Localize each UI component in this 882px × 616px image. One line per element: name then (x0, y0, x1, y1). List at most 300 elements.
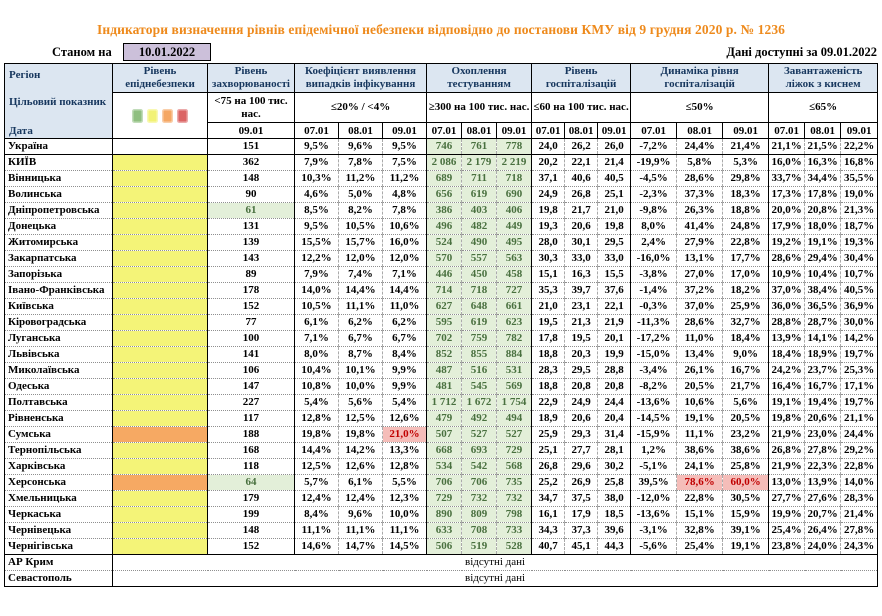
value-cell: 10,4% (805, 267, 841, 283)
value-cell: 27,6% (805, 491, 841, 507)
value-cell: 711 (462, 171, 497, 187)
value-cell: 17,3% (769, 187, 805, 203)
value-cell: 4,8% (383, 187, 427, 203)
incidence-cell: 147 (208, 379, 295, 395)
value-cell: 15,1 (532, 267, 565, 283)
value-cell: 9,6% (339, 507, 383, 523)
value-cell: 19,1% (805, 235, 841, 251)
region-cell: Херсонська (5, 475, 113, 491)
value-cell: 36,5% (805, 299, 841, 315)
value-cell: 29,4% (805, 251, 841, 267)
epidemic-level-cell (113, 523, 208, 539)
value-cell: 34,7 (532, 491, 565, 507)
value-cell: 11,1% (677, 427, 723, 443)
incidence-cell: 188 (208, 427, 295, 443)
value-cell: 11,2% (339, 171, 383, 187)
value-cell: 16,3 (565, 267, 598, 283)
value-cell: 33,0 (598, 251, 631, 267)
value-cell: 14,0% (295, 283, 339, 299)
threshold-hospitalization: ≤60 на 100 тис. нас. (532, 93, 631, 123)
value-cell: 19,1% (677, 411, 723, 427)
incidence-cell: 178 (208, 283, 295, 299)
incidence-cell: 168 (208, 443, 295, 459)
value-cell: 8,2% (339, 203, 383, 219)
epidemic-level-cell (113, 475, 208, 491)
epidemic-level-cell (113, 491, 208, 507)
value-cell: 30,4% (841, 251, 878, 267)
indicators-table (4, 63, 878, 587)
value-cell: -17,2% (631, 331, 677, 347)
value-cell: 10,0% (383, 507, 427, 523)
value-cell: -1,4% (631, 283, 677, 299)
value-cell: 38,4% (805, 283, 841, 299)
value-cell: 534 (427, 459, 462, 475)
epidemic-level-cell (113, 187, 208, 203)
value-cell: 19,7% (841, 395, 878, 411)
value-cell: 6,2% (339, 315, 383, 331)
value-cell: 718 (497, 171, 532, 187)
region-cell: Черкаська (5, 507, 113, 523)
value-cell: 14,4% (383, 283, 427, 299)
table-row (5, 315, 878, 331)
table-row (5, 363, 878, 379)
value-cell: -3,8% (631, 267, 677, 283)
value-cell: 1 754 (497, 395, 532, 411)
table-body (5, 139, 878, 587)
value-cell: 668 (427, 443, 462, 459)
value-cell: 20,6 (565, 411, 598, 427)
value-cell: 557 (462, 251, 497, 267)
value-cell: 19,5 (532, 315, 565, 331)
value-cell: 27,8% (805, 443, 841, 459)
value-cell: 18,8 (532, 379, 565, 395)
value-cell: 9,5% (383, 139, 427, 155)
epidemic-level-legend (113, 93, 208, 139)
value-cell: 17,8% (805, 187, 841, 203)
value-cell: 15,9% (723, 507, 769, 523)
value-cell: 37,5 (565, 491, 598, 507)
value-cell: 18,0% (805, 219, 841, 235)
epidemic-level-cell (113, 315, 208, 331)
incidence-cell: 143 (208, 251, 295, 267)
value-cell: 13,9% (769, 331, 805, 347)
value-cell: 16,1 (532, 507, 565, 523)
value-cell: 12,4% (295, 491, 339, 507)
value-cell: 9,9% (383, 363, 427, 379)
incidence-cell: 152 (208, 539, 295, 555)
incidence-cell: 152 (208, 299, 295, 315)
value-cell: 516 (462, 363, 497, 379)
value-cell: 26,8 (565, 187, 598, 203)
value-cell: -15,9% (631, 427, 677, 443)
value-cell: 22,2% (841, 139, 878, 155)
value-cell: 619 (462, 315, 497, 331)
value-cell: 14,0% (841, 475, 878, 491)
value-cell: 24,1% (677, 459, 723, 475)
value-cell: 12,8% (295, 411, 339, 427)
value-cell: 28,3 (532, 363, 565, 379)
value-cell: 5,0% (339, 187, 383, 203)
date-cell: 08.01 (677, 123, 723, 139)
value-cell: 9,5% (295, 139, 339, 155)
value-cell: 36,9% (841, 299, 878, 315)
value-cell: -19,9% (631, 155, 677, 171)
value-cell: 5,4% (295, 395, 339, 411)
incidence-cell: 227 (208, 395, 295, 411)
value-cell: 884 (497, 347, 532, 363)
region-cell: Одеська (5, 379, 113, 395)
value-cell: 732 (497, 491, 532, 507)
value-cell: 12,0% (383, 251, 427, 267)
value-cell: 759 (462, 331, 497, 347)
value-cell: 29,5 (565, 363, 598, 379)
value-cell: 496 (427, 219, 462, 235)
value-cell: 40,7 (532, 539, 565, 555)
value-cell: 26,8 (532, 459, 565, 475)
incidence-cell: 106 (208, 363, 295, 379)
value-cell: 7,1% (383, 267, 427, 283)
epidemic-level-cell (113, 411, 208, 427)
value-cell: 36,0% (769, 299, 805, 315)
value-cell: 527 (462, 427, 497, 443)
value-cell: 7,9% (295, 155, 339, 171)
value-cell: 693 (462, 443, 497, 459)
threshold-testing: ≥300 на 100 тис. нас. (427, 93, 532, 123)
value-cell: 29,6 (565, 459, 598, 475)
value-cell: 10,4% (295, 363, 339, 379)
value-cell: 619 (462, 187, 497, 203)
value-cell: 746 (427, 139, 462, 155)
value-cell: 706 (462, 475, 497, 491)
value-cell: -12,0% (631, 491, 677, 507)
value-cell: 21,0% (383, 427, 427, 443)
value-cell: 19,9% (769, 507, 805, 523)
epidemic-level-cell (113, 347, 208, 363)
incidence-cell: 148 (208, 171, 295, 187)
value-cell: 809 (462, 507, 497, 523)
incidence-cell: 148 (208, 523, 295, 539)
value-cell: 26,2 (565, 139, 598, 155)
value-cell: 24,9 (532, 187, 565, 203)
value-cell: 1,2% (631, 443, 677, 459)
value-cell: 12,2% (295, 251, 339, 267)
table-row (5, 331, 878, 347)
value-cell: 27,8% (841, 523, 878, 539)
value-cell: 25,8 (598, 475, 631, 491)
value-cell: 735 (497, 475, 532, 491)
value-cell: 16,0% (769, 155, 805, 171)
value-cell: 690 (497, 187, 532, 203)
date-cell: 09.01 (598, 123, 631, 139)
region-cell: Чернівецька (5, 523, 113, 539)
region-cell: Рівненська (5, 411, 113, 427)
date-cell: 08.01 (339, 123, 383, 139)
value-cell: 26,8% (769, 443, 805, 459)
value-cell: 18,4% (723, 331, 769, 347)
value-cell: 15,5 (598, 267, 631, 283)
value-cell: -5,1% (631, 459, 677, 475)
value-cell: 24,4% (677, 139, 723, 155)
value-cell: 22,1 (598, 299, 631, 315)
table-row (5, 379, 878, 395)
date-cell: 09.01 (841, 123, 878, 139)
value-cell: 28,6% (677, 315, 723, 331)
value-cell: 4,6% (295, 187, 339, 203)
value-cell: 20,8% (805, 203, 841, 219)
col-header-epidemic-level: Рівень епіднебезпеки (113, 64, 208, 93)
value-cell: 20,3 (565, 347, 598, 363)
value-cell: 727 (497, 283, 532, 299)
incidence-cell: 131 (208, 219, 295, 235)
region-cell: Хмельницька (5, 491, 113, 507)
value-cell: 890 (427, 507, 462, 523)
value-cell: 19,8% (769, 411, 805, 427)
value-cell: 16,8% (841, 155, 878, 171)
value-cell: 13,9% (805, 475, 841, 491)
value-cell: 21,4% (841, 507, 878, 523)
value-cell: -8,2% (631, 379, 677, 395)
value-cell: 1 672 (462, 395, 497, 411)
region-cell: Львівська (5, 347, 113, 363)
value-cell: 37,0% (769, 283, 805, 299)
value-cell: 21,1% (841, 411, 878, 427)
value-cell: 21,5% (805, 139, 841, 155)
value-cell: 24,4 (598, 395, 631, 411)
value-cell: 19,2% (769, 235, 805, 251)
threshold-dynamics: ≤50% (631, 93, 769, 123)
value-cell: 39,1% (723, 523, 769, 539)
value-cell: 563 (497, 251, 532, 267)
value-cell: 11,0% (677, 331, 723, 347)
value-cell: 386 (427, 203, 462, 219)
value-cell: 20,5% (723, 411, 769, 427)
incidence-cell: 64 (208, 475, 295, 491)
value-cell: 24,9 (565, 395, 598, 411)
value-cell: 21,3 (565, 315, 598, 331)
value-cell: 8,4% (295, 507, 339, 523)
table-header (5, 64, 878, 139)
value-cell: 729 (427, 491, 462, 507)
value-cell: 2,4% (631, 235, 677, 251)
region-cell: Україна (5, 139, 113, 155)
value-cell: 25,3% (841, 363, 878, 379)
value-cell: 852 (427, 347, 462, 363)
incidence-cell: 117 (208, 411, 295, 427)
value-cell: 25,4% (677, 539, 723, 555)
col-header-incidence: Рівень захворюваності (208, 64, 295, 93)
value-cell: 17,7% (723, 251, 769, 267)
value-cell: 13,3% (383, 443, 427, 459)
value-cell: 17,8 (532, 331, 565, 347)
value-cell: 17,9% (769, 219, 805, 235)
value-cell: 30,3 (532, 251, 565, 267)
region-cell: Луганська (5, 331, 113, 347)
epidemic-level-cell (113, 219, 208, 235)
value-cell: 10,5% (339, 219, 383, 235)
document-title: Індикатори визначення рівнів епідемічної небезпеки відповідно до постанови КМУ від 9 грудня 2020 р. № 1236 (96, 22, 786, 37)
value-cell: 19,3% (841, 235, 878, 251)
value-cell: 33,7% (769, 171, 805, 187)
value-cell: 25,4% (769, 523, 805, 539)
value-cell: 718 (462, 283, 497, 299)
value-cell: 30,1 (565, 235, 598, 251)
value-cell: 689 (427, 171, 462, 187)
incidence-cell: 179 (208, 491, 295, 507)
value-cell: 406 (497, 203, 532, 219)
value-cell: 34,3 (532, 523, 565, 539)
table-row (5, 267, 878, 283)
region-cell: АР Крим (5, 555, 113, 571)
epidemic-level-cell (113, 235, 208, 251)
date-cell: 09.01 (723, 123, 769, 139)
value-cell: 28,8% (769, 315, 805, 331)
epidemic-level-cell (113, 155, 208, 171)
value-cell: 25,1 (598, 187, 631, 203)
value-cell: 23,0% (805, 427, 841, 443)
value-cell: 706 (427, 475, 462, 491)
value-cell: 1 712 (427, 395, 462, 411)
epidemic-level-cell (113, 459, 208, 475)
value-cell: 15,5% (295, 235, 339, 251)
value-cell: 9,9% (383, 379, 427, 395)
value-cell: 5,6% (339, 395, 383, 411)
value-cell: 531 (497, 363, 532, 379)
value-cell: -15,0% (631, 347, 677, 363)
value-cell: 45,1 (565, 539, 598, 555)
table-row (5, 139, 878, 155)
value-cell: 656 (427, 187, 462, 203)
value-cell: 25,1 (532, 443, 565, 459)
value-cell: 778 (497, 139, 532, 155)
value-cell: 27,7% (769, 491, 805, 507)
value-cell: 30,0% (841, 315, 878, 331)
threshold-oxygen-beds: ≤65% (769, 93, 878, 123)
value-cell: 10,6% (383, 219, 427, 235)
value-cell: 5,6% (723, 395, 769, 411)
value-cell: 41,4% (677, 219, 723, 235)
epidemic-level-cell (113, 299, 208, 315)
value-cell: 28,7% (805, 315, 841, 331)
incidence-cell: 151 (208, 139, 295, 155)
epidemic-level-cell (113, 379, 208, 395)
value-cell: 2 179 (462, 155, 497, 171)
value-cell: 24,2% (769, 363, 805, 379)
value-cell: 28,0 (532, 235, 565, 251)
value-cell: 450 (462, 267, 497, 283)
region-cell: Чернігівська (5, 539, 113, 555)
value-cell: 10,6% (677, 395, 723, 411)
value-cell: 24,4% (841, 427, 878, 443)
incidence-cell: 199 (208, 507, 295, 523)
value-cell: 7,4% (339, 267, 383, 283)
value-cell: 26,0 (598, 139, 631, 155)
value-cell: 7,5% (383, 155, 427, 171)
value-cell: 28,6% (769, 251, 805, 267)
value-cell: 479 (427, 411, 462, 427)
value-cell: 18,3% (723, 187, 769, 203)
value-cell: 11,1% (383, 523, 427, 539)
value-cell: 10,7% (841, 267, 878, 283)
value-cell: 8,0% (631, 219, 677, 235)
table-row (5, 395, 878, 411)
table-row (5, 555, 878, 571)
value-cell: 25,2 (532, 475, 565, 491)
value-cell: 19,9 (598, 347, 631, 363)
value-cell: 21,9% (769, 459, 805, 475)
value-cell: 20,5% (677, 379, 723, 395)
value-cell: 40,5 (598, 171, 631, 187)
value-cell: 19,5 (565, 331, 598, 347)
value-cell: 20,8 (598, 379, 631, 395)
value-cell: 708 (462, 523, 497, 539)
table-row (5, 171, 878, 187)
value-cell: 9,6% (339, 139, 383, 155)
table-row (5, 523, 878, 539)
epidemic-level-cell (113, 331, 208, 347)
value-cell: 519 (462, 539, 497, 555)
value-cell: 6,1% (295, 315, 339, 331)
value-cell: 13,4% (677, 347, 723, 363)
value-cell: 569 (497, 379, 532, 395)
value-cell: 22,8% (723, 235, 769, 251)
value-cell: 21,4% (723, 139, 769, 155)
value-cell: 10,5% (295, 299, 339, 315)
value-cell: 2 086 (427, 155, 462, 171)
value-cell: 19,8 (532, 203, 565, 219)
date-cell: 09.01 (208, 123, 295, 139)
value-cell: 35,3 (532, 283, 565, 299)
table-row (5, 187, 878, 203)
value-cell: 5,8% (677, 155, 723, 171)
value-cell: -3,1% (631, 523, 677, 539)
value-cell: 14,4% (295, 443, 339, 459)
value-cell: -16,0% (631, 251, 677, 267)
value-cell: 20,8 (565, 379, 598, 395)
value-cell: 5,4% (383, 395, 427, 411)
value-cell: 403 (462, 203, 497, 219)
red-level-icon (177, 109, 188, 123)
value-cell: -11,3% (631, 315, 677, 331)
value-cell: 14,7% (339, 539, 383, 555)
epidemic-level-cell (113, 267, 208, 283)
region-cell: Полтавська (5, 395, 113, 411)
value-cell: 24,3% (841, 539, 878, 555)
value-cell: 22,3% (805, 459, 841, 475)
value-cell: 14,6% (295, 539, 339, 555)
value-cell: 38,6% (723, 443, 769, 459)
value-cell: 9,5% (295, 219, 339, 235)
value-cell: 20,6 (565, 219, 598, 235)
no-data-cell: відсутні дані (113, 555, 878, 571)
value-cell: 798 (497, 507, 532, 523)
value-cell: 506 (427, 539, 462, 555)
value-cell: -4,5% (631, 171, 677, 187)
value-cell: 24,0% (805, 539, 841, 555)
table-row (5, 571, 878, 587)
value-cell: 10,3% (295, 171, 339, 187)
table-row (5, 203, 878, 219)
value-cell: 5,3% (723, 155, 769, 171)
region-cell: Запорізька (5, 267, 113, 283)
value-cell: 7,8% (383, 203, 427, 219)
region-cell: КИЇВ (5, 155, 113, 171)
region-cell: Дніпропетровська (5, 203, 113, 219)
value-cell: 78,6% (677, 475, 723, 491)
value-cell: 782 (497, 331, 532, 347)
value-cell: 6,7% (339, 331, 383, 347)
value-cell: 19,1% (723, 539, 769, 555)
value-cell: 39,5% (631, 475, 677, 491)
